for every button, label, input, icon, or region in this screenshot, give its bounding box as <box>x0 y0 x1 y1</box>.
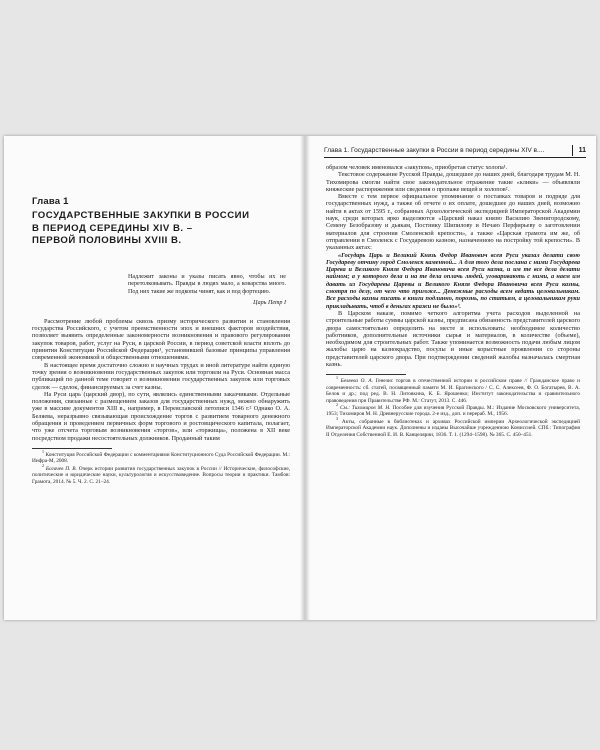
epigraph-text: Надлежит законы и указы писать явно, чтобы их не перетолковывать. Правды в людях мало, а коварства много. Под них такие же подкопы чинят, как и под фортецию. <box>128 273 286 295</box>
footnote-text: Генезис торгов в отечественной истории и российском праве // Гражданское право и современность: сб. статей, посвященный памяти М. И. Брагинского / С. С. Алексеев, Ф. О. Богатырев, В. А. Белов и др.; под ред. В. Н. Литовкина, К. Б. Ярошенко; Институт законодательства и сравнительного правоведения при Правительстве РФ. М.: Статут, 2013. С. 446. <box>326 378 580 404</box>
footnote <box>326 375 580 404</box>
footnote-number: 2 <box>42 462 44 468</box>
footnote-text: Конституция Российской Федерации с комментариями Конституционного Суда Российской Федерации. М.: Инфра-М, 2008. <box>32 451 290 465</box>
right-column <box>326 164 580 439</box>
right-body-text <box>326 164 580 368</box>
left-footnotes <box>32 449 291 485</box>
footnote-text: Очерк истории развития государственных закупок в России // Исторические, философские, политические и юридические науки, культурология и искусствоведение. Вопросы теории и практики. Тамбов: Грамота, 2014. № 5. Ч. 2. С. 21–24. <box>32 465 291 485</box>
paragraph: В настоящее время достаточно сложно в научных трудах и иной литературе найти единую точку зрения о возникновении государственных закупок или торговли на Руси. Основная масса публикаций по данной теме говорит о возникновении государственных закупок или торговых сделок — сделок, финансируемых за счет казны. <box>32 361 290 391</box>
left-body-text <box>32 318 290 442</box>
quote-paragraph: «Государь Царь и Великий Князь Федор Иванович всея Руси указал делати свою Государеву отчину город Смоленск каменной... А для того дела послана с ними Государева Царева и Великого Князя Федора Ивановича всея Руси казна, и им те все дела делати наймом; а у которого дела и на те дела оплачь людей, уговаривають с ними, а наем им давать из Государевы Царевы и Великого Князя Федора Ивановича всея Руси казны, смотря по делу, от чего что пригоже... Денежные расходы всем ведать целовальникам. Все расходы казны писать в книги подлинно, порознь, по статьям, а целовальникам руки прикладывать, чтоб в деньгах кражи не было»³. <box>326 251 580 310</box>
running-header <box>324 145 586 158</box>
paragraph: На Руси царь (царский двор), по сути, являлись единственными заказчиками. Отдельные положения, связанные с размещением заказов для государственных нужд, можно обнаружить уже в массиве документов XIII в., например, в Переяславской летописи 1346 г.² Однако О. А. Беляева, неразрывно связывающая происхождение торгов с развитием товарного денежного обращения и проведением первичных форм торгового и ростовщического капитала, полагает, что уже отсчета торговым возникновения «торгов», или «торжища», положена в XII веке посредством продажи несостоятельных должников. Проданный таким <box>32 390 290 442</box>
footnote-author: См.: Тихомиров М. Н. <box>339 404 391 411</box>
book-spread <box>4 136 596 620</box>
right-footnotes <box>326 375 581 438</box>
footnote <box>326 402 581 418</box>
paragraph: В Царском наказе, помимо четкого алгоритма учета расходов выделенной на строительные работы суммы царской казны, предписана обязанность представителей царского двора самостоятельно определить на месте и использовать: необходимое количество работников, дополнительные источники сырья и материалов, в количестве (объеме), необходимом для строительных работ. Также упоминается возможность подачи любым лицом жалобы царю на казнокрадство, посулы и иные корыстные проявления со стороны представителей царского двора. При подтверждении сведений жалобы назначалась смертная казнь. <box>326 309 580 369</box>
chapter-title-line: В ПЕРИОД СЕРЕДИНЫ XIV В. – <box>32 222 193 234</box>
footnote-number: 1 <box>336 375 338 381</box>
chapter-title-line: ГОСУДАРСТВЕННЫЕ ЗАКУПКИ В РОССИИ <box>32 210 250 221</box>
page-number: 11 <box>572 145 586 156</box>
footnote-author: Беляева О. А. <box>340 378 373 385</box>
footnote-number: 3 <box>336 415 338 421</box>
footnote-author: Богачев П. В. <box>45 465 77 472</box>
epigraph <box>128 274 286 308</box>
footnote-rule <box>326 374 406 375</box>
footnote <box>32 462 291 485</box>
epigraph-author: Царь Петр I <box>253 300 286 307</box>
right-page <box>310 136 596 620</box>
footnote-number: 1 <box>42 449 44 455</box>
footnote-rule <box>32 448 112 449</box>
footnote <box>326 415 581 438</box>
footnote-number: 2 <box>336 402 338 408</box>
paragraph: образом человек именовался «закупом», приобретая статус холопа¹. <box>326 164 508 171</box>
paragraph: Текстовое содержание Русской Правды, дошедшее до наших дней, благодаря трудам М. Н. Тихомирова смогли найти свое законодательное отражение такие «клики» — объявляли княжеские распоряжения или сведения о пропаже вещей и холопов². <box>326 171 580 193</box>
chapter-label: Глава 1 <box>32 196 69 207</box>
left-column <box>32 196 290 486</box>
chapter-title <box>32 210 290 248</box>
footnote-text: Акты, собранные в библиотеках и архивах Российской империи Археологической экспедицией Императорской Академии наук. Дополнены и изданы Высочайше учрежденною Комиссией. СПб.: Типография II Отделения Собственной Е. И. В. Канцелярии, 1836. Т. 1. (1294–1598). № 365. С. 450–451. <box>326 418 581 438</box>
chapter-title-line: ПЕРВОЙ ПОЛОВИНЫ XVIII В. <box>32 235 182 246</box>
book-gutter <box>300 136 310 620</box>
left-page <box>4 136 300 620</box>
footnote <box>32 449 290 465</box>
paragraph: Рассмотрение любой проблемы сквозь призму исторического развития и становления государства Российского, с учетом преемственности эпох и внешних факторов воздействия, позволяет выявить определенные закономерности возникновения и правового регулирования закупок товаров, работ, услуг на Руси, в царской России, в период советской власти вплоть до принятия Конституции Российской Федерации¹, установившей базовые принципы управления современной экономикой и общественными отношениями. <box>32 317 290 362</box>
paragraph: Вместе с тем первое официальное упоминание о поставках товаров и подряде для государственных нужд, а также об отчете о их оплате, дошедшее до наших дней, возможно найти в актах от 1595 г., собранных Археологической экспедицией Императорской Академии наук, среди которых ярко выделяются «Царский наказ князю Василию Звенигородскому, Семену Безобразову и дьякам, Постнику Шипилову и Нечаю Перфирьеву о заготовлении материалов для строения Смоленской крепости», а также «Царская грамота им же, об отправлении в Смоленск с Государевою казною, назначенною на постройку той крепости». В указанных актах: <box>326 193 580 252</box>
running-title: Глава 1. Государственные закупки в России в период середины XIV в.... <box>324 147 545 154</box>
footnote-text: Пособие для изучения Русской Правды. М.: Издание Московского университета, 1953; Тихомиров М. Н. Древнерусские города. 2-е изд., доп. и перераб. М., 1956. <box>326 404 581 418</box>
